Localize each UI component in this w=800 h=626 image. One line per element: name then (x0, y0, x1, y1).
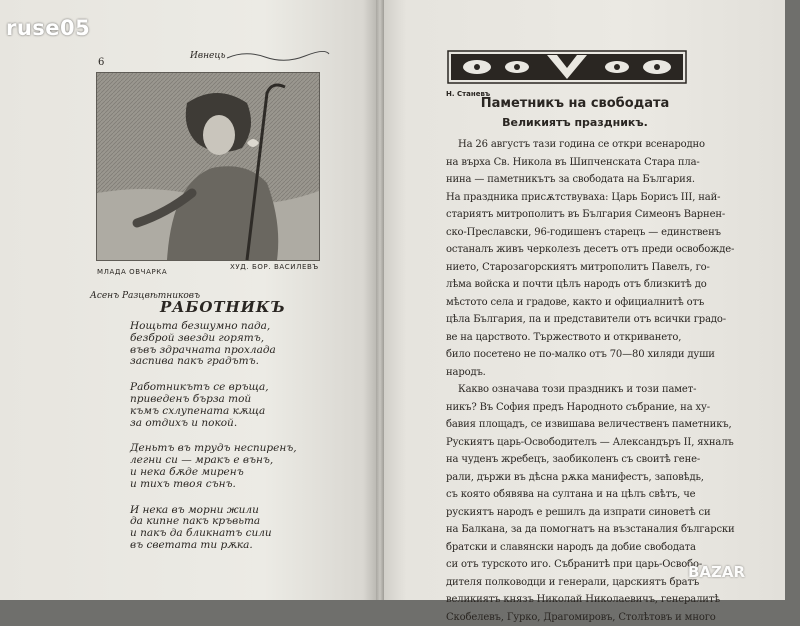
article-line: народъ. (446, 364, 686, 382)
article-line: на чуденъ жребецъ, заобиколенъ съ своитѣ гене- (446, 451, 686, 469)
poem-line: заспива пакъ градътъ. (130, 356, 350, 368)
poem-line: и пакъ да бликнатъ сили (130, 528, 350, 540)
poem-line: въ светата ти рѫка. (130, 540, 350, 552)
article-line: бавия площадъ, се извишава величественъ паметникъ, (446, 416, 686, 434)
poem-stanza (130, 382, 350, 429)
poem-line: въвъ здрачната прохлада (130, 345, 350, 357)
article-line: съ която обявява на султана и на цѣлъ свѣтъ, че (446, 486, 686, 504)
article-line: Рускиятъ царь-Освободителъ — Александъръ II, яхналъ (446, 434, 686, 452)
article-line: Скобелевъ, Гурко, Драгомировъ, Столѣтовъ и много (446, 609, 686, 626)
article-line: стариятъ митрополитъ въ България Симеонъ Варнен- (446, 206, 686, 224)
poem-line: Нощьта безшумно пада, (130, 321, 350, 333)
article-line: нието, Старозагорскиятъ митрополитъ Павелъ, го- (446, 259, 686, 277)
poem-line: безброй звезди горятъ, (130, 333, 350, 345)
poem-title: РАБОТНИКЪ (160, 298, 286, 316)
illustration-caption-title: МЛАДА ОВЧАРКА (97, 268, 167, 276)
article-line: Какво означава този праздникъ и този памет- (446, 381, 686, 399)
article-line: братски и славянски народъ да добие свободата (446, 539, 686, 557)
article-line: ско-Преславски, 96-годишенъ старецъ — единственъ (446, 224, 686, 242)
poem-line: и тихъ твоя сънъ. (130, 479, 350, 491)
poem-line: Работникътъ се връща, (130, 382, 350, 394)
poem-stanza (130, 321, 350, 368)
article-body (446, 136, 686, 626)
poem-author: Асенъ Разцвѣтниковъ (90, 291, 200, 301)
running-title: Ивнець (190, 51, 226, 61)
poem-line: за отдихъ и покой. (130, 418, 350, 430)
article-line: дителя полководци и генерали, царскиятъ братъ (446, 574, 686, 592)
article-line: На праздника присѫтствуваха: Царь Борисъ III, най- (446, 189, 686, 207)
article-line: мѣстото села и градове, както и официалнитѣ отъ (446, 294, 686, 312)
page-number: 6 (98, 57, 104, 68)
poem-line: къмъ схлупената кѫща (130, 406, 350, 418)
article-author: Н. Станевъ (446, 90, 490, 98)
article-line: великиятъ князъ Николай Николаевичъ, генералитѣ (446, 591, 686, 609)
article-subtitle: Великиятъ праздникъ. (470, 116, 680, 129)
article-line: на върха Св. Никола въ Шипченската Стара пла- (446, 154, 686, 172)
article-title: Паметникъ на свободата (470, 96, 680, 111)
poem-line: да кипне пакъ кръвьта (130, 516, 350, 528)
article-line: било посетено не по-малко отъ 70—80 хиляди души (446, 346, 686, 364)
article-line: нина — паметникътъ за свободата на България. (446, 171, 686, 189)
watermark-bottom: BAZAR (688, 563, 745, 581)
illustration-shepherdess (96, 72, 320, 261)
poem-line: приведенъ бърза той (130, 394, 350, 406)
watermark-top: ruse05 (6, 16, 90, 40)
poem-body (130, 321, 350, 566)
poem-line: и нека бѫде миренъ (130, 467, 350, 479)
article-line: лѣма войска и почти цѣлъ народъ отъ близкитѣ до (446, 276, 686, 294)
article-line: никъ? Въ София предъ Народното събрание, на ху- (446, 399, 686, 417)
article-line: си отъ турското иго. Събранитѣ при царь-Освобо- (446, 556, 686, 574)
article-line: ве на царството. Тържеството и откриването, (446, 329, 686, 347)
poem-line: легни си — мракъ е вънъ, (130, 455, 350, 467)
poem-line: И нека въ морни жили (130, 505, 350, 517)
article-line: на Балкана, за да помогнатъ на възстаналия български (446, 521, 686, 539)
poem-line: Деньтъ въ трудъ неспиренъ, (130, 443, 350, 455)
article-line: рускиятъ народъ е решилъ да изпрати синоветѣ си (446, 504, 686, 522)
article-line: рали, държи въ дѣсна рѫка манифестъ, заповѣдь, (446, 469, 686, 487)
book-spine (376, 0, 384, 600)
poem-stanza (130, 505, 350, 552)
article-line: цѣла България, па и представители отъ всички градо- (446, 311, 686, 329)
running-title-flourish (205, 48, 330, 62)
illustration-caption-artist: ХУД. БОР. ВАСИЛЕВЪ (230, 263, 319, 271)
article-line: останалъ живъ черколезъ десетъ отъ преди освобожде- (446, 241, 686, 259)
article-line: На 26 августъ тази година се откри всенародно (446, 136, 686, 154)
poem-stanza (130, 443, 350, 490)
decorative-header-ornament (447, 50, 687, 84)
